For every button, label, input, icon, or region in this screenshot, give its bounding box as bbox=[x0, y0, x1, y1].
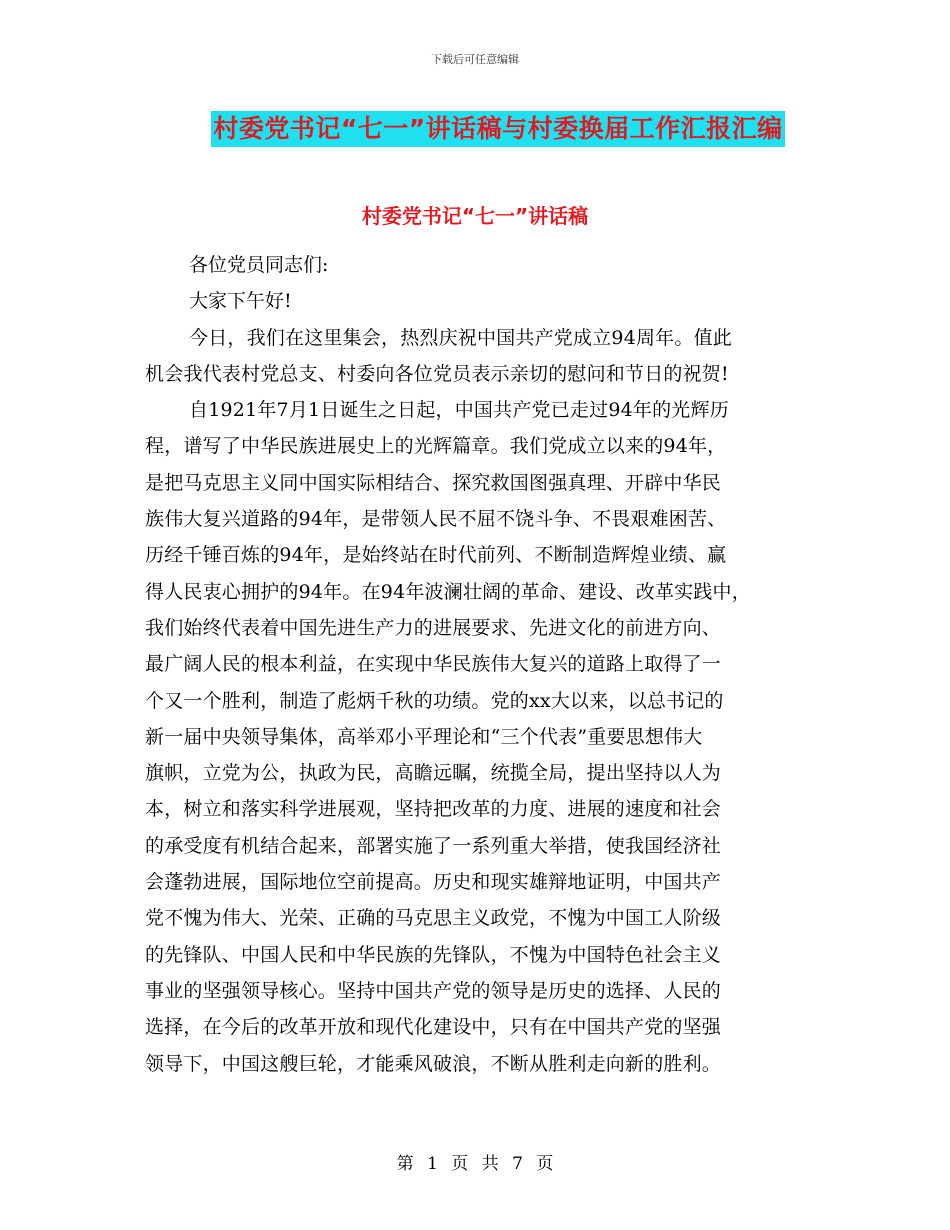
text-line: 是把马克思主义同中国实际相结合、探究救国图强真理、开辟中华民 bbox=[145, 471, 722, 494]
text-line: 选择，在今后的改革开放和现代化建设中，只有在中国共产党的坚强 bbox=[145, 1016, 722, 1039]
text-line: 程，谱写了中华民族进展史上的光辉篇章。我们党成立以来的94年， bbox=[145, 435, 727, 458]
greeting-line: 各位党员同志们: bbox=[189, 254, 329, 276]
paragraph-2 bbox=[145, 392, 835, 1082]
document-body bbox=[145, 247, 835, 1082]
text-line: 今日，我们在这里集会，热烈庆祝中国共产党成立94周年。值此 bbox=[189, 326, 732, 349]
text-line: 得人民衷心拥护的94年。在94年波澜壮阔的革命、建设、改革实践中， bbox=[145, 580, 751, 603]
page-header-note: 下载后可任意编辑 bbox=[431, 53, 519, 66]
text-line: 的承受度有机结合起来，部署实施了一系列重大举措，使我国经济社 bbox=[145, 834, 722, 857]
paragraph-1 bbox=[145, 320, 835, 393]
document-title-container bbox=[0, 111, 950, 147]
page-number-indicator: 第 1 页 共 7 页 bbox=[396, 1154, 554, 1174]
text-line: 我们始终代表着中国先进生产力的进展要求、先进文化的前进方向、 bbox=[145, 616, 722, 639]
text-line: 党不愧为伟大、光荣、正确的马克思主义政党，不愧为中国工人阶级 bbox=[145, 907, 722, 930]
text-line: 族伟大复兴道路的94年，是带领人民不屈不饶斗争、不畏艰难困苦、 bbox=[145, 508, 727, 531]
text-line: 领导下，中国这艘巨轮，才能乘风破浪，不断从胜利走向新的胜利。 bbox=[145, 1052, 722, 1075]
greeting-line: 大家下午好! bbox=[189, 290, 292, 313]
document-title: 村委党书记“七一”讲话稿与村委换届工作汇报汇编 bbox=[211, 111, 784, 147]
text-line: 最广阔人民的根本利益，在实现中华民族伟大复兴的道路上取得了一 bbox=[145, 653, 722, 676]
text-line: 自1921年7月1日诞生之日起，中国共产党已走过94年的光辉历 bbox=[189, 399, 729, 422]
text-line: 新一届中央领导集体，高举邓小平理论和“三个代表”重要思想伟大 bbox=[145, 725, 703, 748]
section-title: 村委党书记“七一”讲话稿 bbox=[361, 204, 589, 228]
text-line: 的先锋队、中国人民和中华民族的先锋队，不愧为中国特色社会主义 bbox=[145, 943, 722, 966]
text-line: 机会我代表村党总支、村委向各位党员表示亲切的慰问和节日的祝贺! bbox=[145, 362, 729, 385]
text-line: 本，树立和落实科学进展观，坚持把改革的力度、进展的速度和社会 bbox=[145, 798, 722, 821]
text-line: 历经千锤百炼的94年，是始终站在时代前列、不断制造辉煌业绩、赢 bbox=[145, 544, 727, 567]
text-line: 会蓬勃进展，国际地位空前提高。历史和现实雄辩地证明，中国共产 bbox=[145, 871, 722, 894]
text-line: 个又一个胜利，制造了彪炳千秋的功绩。党的xx大以来，以总书记的 bbox=[145, 689, 724, 712]
text-line: 事业的坚强领导核心。坚持中国共产党的领导是历史的选择、人民的 bbox=[145, 979, 722, 1002]
text-line: 旗帜，立党为公，执政为民，高瞻远瞩，统揽全局，提出坚持以人为 bbox=[145, 762, 722, 785]
